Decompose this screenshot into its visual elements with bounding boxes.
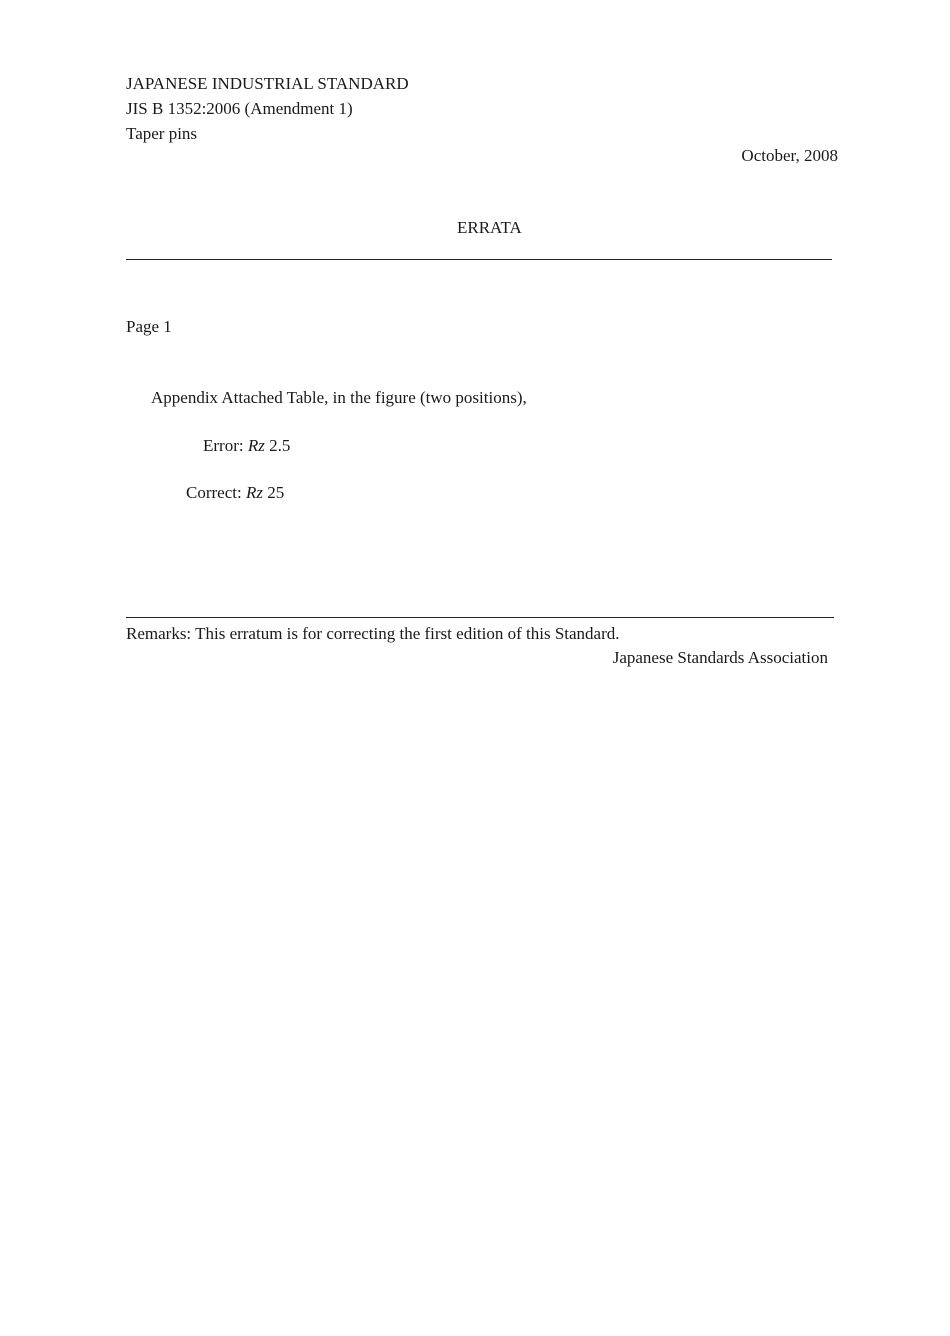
document-date: October, 2008	[741, 146, 838, 165]
remarks-text: Remarks: This erratum is for correcting the first edition of this Standard.	[126, 624, 620, 643]
error-line	[203, 436, 290, 456]
standard-subject: Taper pins	[126, 124, 198, 143]
correct-label: Correct:	[186, 483, 242, 502]
error-symbol: Rz	[247, 436, 265, 455]
publisher-name: Japanese Standards Association	[612, 648, 828, 667]
standard-number: JIS B 1352:2006 (Amendment 1)	[126, 99, 353, 118]
correct-value: 25	[267, 483, 285, 502]
correct-symbol: Rz	[245, 483, 263, 502]
footer-divider	[126, 617, 834, 618]
document-title: ERRATA	[457, 218, 522, 237]
page-reference: Page 1	[126, 317, 172, 336]
error-label: Error:	[203, 436, 244, 455]
title-divider	[126, 259, 832, 260]
standard-label: JAPANESE INDUSTRIAL STANDARD	[126, 74, 409, 93]
correction-location: Appendix Attached Table, in the figure (two positions),	[151, 388, 527, 407]
correct-line	[186, 483, 284, 503]
error-value: 2.5	[269, 436, 291, 455]
